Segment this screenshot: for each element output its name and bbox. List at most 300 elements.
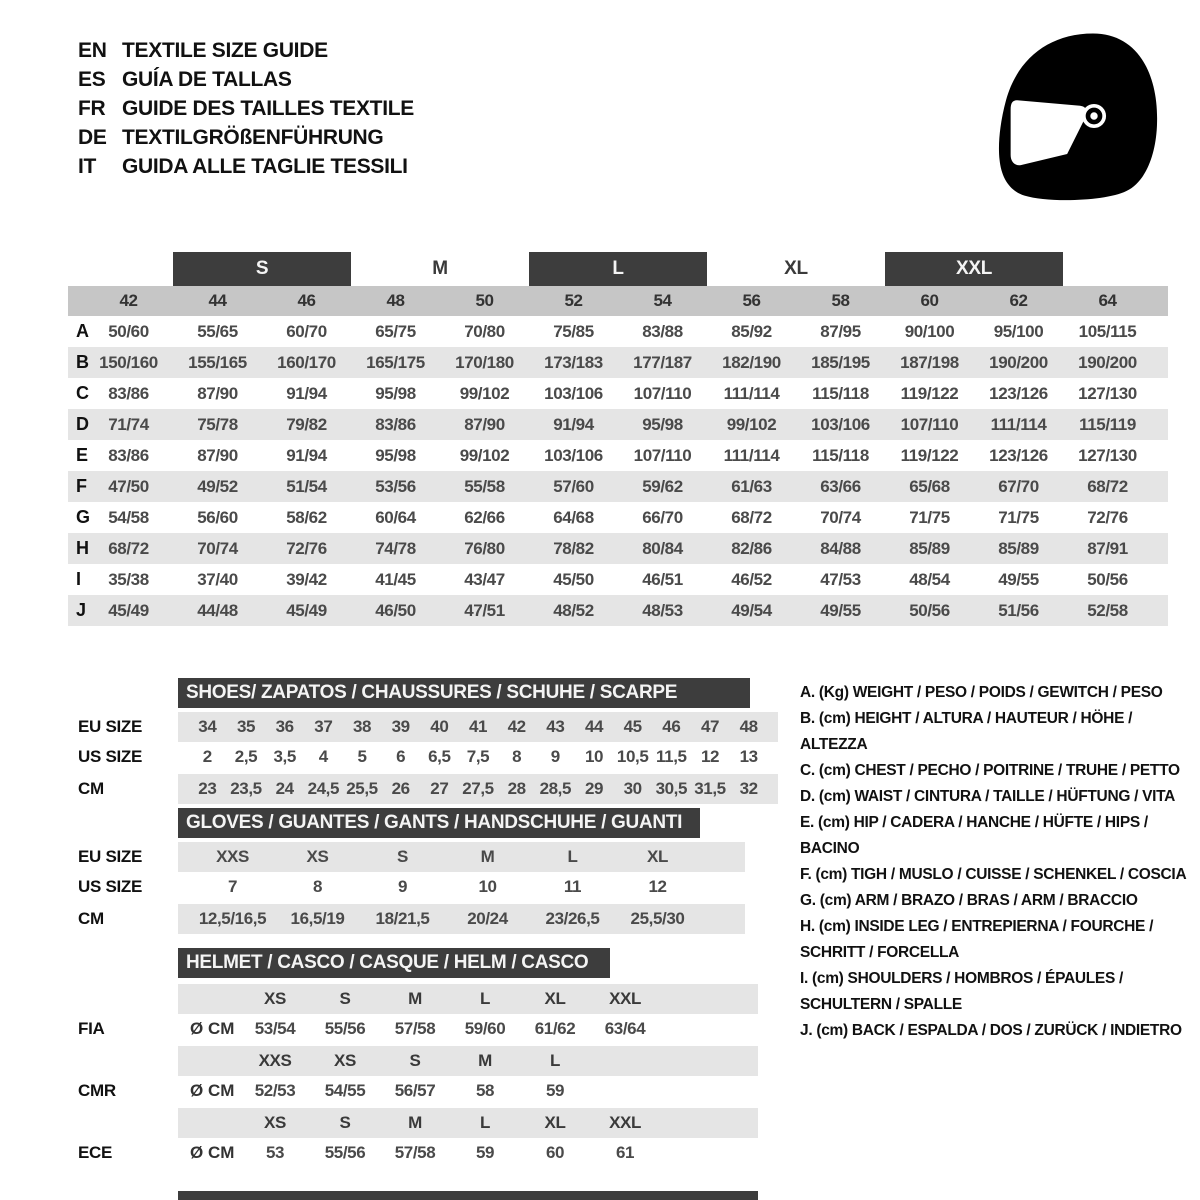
size-group-row bbox=[68, 252, 1168, 286]
cell: 87/90 bbox=[464, 414, 505, 434]
cmr-unit: Ø CM bbox=[190, 1081, 235, 1100]
lang-code: DE bbox=[78, 125, 107, 149]
row-label: A bbox=[76, 321, 89, 341]
cell: 127/130 bbox=[1078, 383, 1137, 403]
cell: 111/114 bbox=[723, 383, 780, 403]
legend-item: B. (cm) HEIGHT / ALTURA / HAUTEUR / HÖHE / ALTEZZA bbox=[800, 710, 1133, 753]
lang-code: IT bbox=[78, 154, 97, 178]
ece-unit: Ø CM bbox=[190, 1143, 235, 1162]
shoe-eu-size: 37 bbox=[314, 717, 333, 736]
lang-row-fr bbox=[78, 94, 414, 123]
helmet-fia-value: 61/62 bbox=[534, 1019, 576, 1038]
cell: 52/58 bbox=[1087, 600, 1128, 620]
cell: 70/74 bbox=[197, 538, 238, 558]
size-group-s: S bbox=[173, 252, 351, 286]
cell: 79/82 bbox=[286, 414, 327, 434]
cell: 65/75 bbox=[375, 321, 416, 341]
shoe-us-size: 7,5 bbox=[466, 747, 490, 766]
cell: 48/53 bbox=[642, 600, 683, 620]
cell: 43/47 bbox=[464, 569, 505, 589]
cell: 58/62 bbox=[286, 507, 327, 527]
glove-cm-size: 12,5/16,5 bbox=[198, 909, 267, 928]
helmet-size: XXL bbox=[609, 989, 641, 1008]
legend-item: D. (cm) WAIST / CINTURA / TAILLE / HÜFTUNG / VITA bbox=[800, 788, 1176, 805]
shoe-eu-size: 38 bbox=[352, 717, 372, 736]
cell: 49/52 bbox=[197, 476, 238, 496]
cell: 165/175 bbox=[366, 352, 425, 372]
legend-item: I. (cm) SHOULDERS / HOMBROS / ÉPAULES / SCHULTERN / SPALLE bbox=[800, 970, 1124, 1013]
legend-item: J. (cm) BACK / ESPALDA / DOS / ZURÜCK / INDIETRO bbox=[800, 1022, 1182, 1039]
cell: 85/89 bbox=[909, 538, 950, 558]
helmet-section bbox=[78, 948, 758, 1168]
helmet-cmr-value: 59 bbox=[545, 1081, 565, 1100]
cell: 46/52 bbox=[731, 569, 772, 589]
cell: 44/48 bbox=[197, 600, 238, 620]
helmet-ece-sizes-row bbox=[178, 1108, 758, 1138]
table-row bbox=[68, 595, 1168, 626]
lang-title: GUÍA DE TALLAS bbox=[122, 67, 292, 91]
cell: 127/130 bbox=[1078, 445, 1137, 465]
size-number: 44 bbox=[208, 291, 227, 310]
cell: 150/160 bbox=[99, 352, 158, 372]
language-title-list bbox=[78, 36, 414, 181]
cell: 119/122 bbox=[900, 445, 959, 465]
row-label: G bbox=[76, 507, 91, 527]
cell: 35/38 bbox=[108, 569, 149, 589]
shoes-us-row bbox=[78, 742, 778, 772]
cell: 51/54 bbox=[286, 476, 327, 496]
shoe-cm-size: 23 bbox=[198, 779, 217, 798]
cell: 70/74 bbox=[820, 507, 861, 527]
cell: 50/56 bbox=[909, 600, 950, 620]
cell: 76/80 bbox=[464, 538, 505, 558]
cell: 51/56 bbox=[998, 600, 1039, 620]
size-group-xl: XL bbox=[784, 258, 808, 279]
legend-item: G. (cm) ARM / BRAZO / BRAS / ARM / BRACCIO bbox=[800, 892, 1138, 909]
helmet-fia-value: 59/60 bbox=[464, 1019, 506, 1038]
helmet-ece-value: 61 bbox=[615, 1143, 635, 1162]
cell: 39/42 bbox=[286, 569, 327, 589]
cell: 111/114 bbox=[723, 445, 780, 465]
shoe-cm-size: 29 bbox=[584, 779, 604, 798]
cell: 63/66 bbox=[820, 476, 861, 496]
table-row bbox=[68, 440, 1168, 471]
glove-us-size: 10 bbox=[478, 877, 497, 896]
cell: 105/115 bbox=[1078, 321, 1137, 341]
gloves-eu-label: EU SIZE bbox=[78, 847, 143, 866]
table-row bbox=[68, 409, 1168, 440]
lang-code: FR bbox=[78, 96, 106, 120]
row-label: F bbox=[76, 476, 87, 496]
cell: 91/94 bbox=[286, 445, 327, 465]
shoe-eu-size: 41 bbox=[468, 717, 488, 736]
lang-title: GUIDE DES TAILLES TEXTILE bbox=[122, 96, 414, 120]
size-number: 56 bbox=[742, 291, 761, 310]
helmet-size: XS bbox=[264, 1113, 286, 1132]
helmet-fia-value: 53/54 bbox=[254, 1019, 296, 1038]
lang-title: TEXTILE SIZE GUIDE bbox=[122, 38, 328, 62]
cell: 78/82 bbox=[553, 538, 594, 558]
cell: 72/76 bbox=[1087, 507, 1128, 527]
size-number-band bbox=[68, 286, 1168, 316]
ece-label: ECE bbox=[78, 1143, 113, 1162]
shoe-cm-size: 31,5 bbox=[694, 779, 726, 798]
shoe-cm-size: 28 bbox=[507, 779, 526, 798]
cell: 71/75 bbox=[909, 507, 950, 527]
shoe-eu-size: 34 bbox=[198, 717, 217, 736]
shoe-eu-size: 36 bbox=[275, 717, 294, 736]
cell: 66/70 bbox=[642, 507, 683, 527]
cell: 68/72 bbox=[108, 538, 149, 558]
cell: 50/60 bbox=[108, 321, 149, 341]
cell: 68/72 bbox=[731, 507, 772, 527]
size-number: 62 bbox=[1009, 291, 1028, 310]
helmet-size: XXS bbox=[258, 1051, 292, 1070]
shoe-eu-size: 48 bbox=[739, 717, 758, 736]
shoes-section-header: SHOES/ ZAPATOS / CHAUSSURES / SCHUHE / SCARPE bbox=[178, 678, 750, 708]
size-group-m: M bbox=[432, 258, 448, 279]
cell: 99/102 bbox=[726, 414, 777, 434]
cell: 59/62 bbox=[642, 476, 683, 496]
cell: 71/75 bbox=[998, 507, 1039, 527]
gloves-cm-row bbox=[78, 904, 745, 934]
cell: 68/72 bbox=[1087, 476, 1128, 496]
cell: 65/68 bbox=[909, 476, 950, 496]
helmet-size: XS bbox=[334, 1051, 356, 1070]
cell: 46/50 bbox=[375, 600, 416, 620]
cell: 45/50 bbox=[553, 569, 594, 589]
cell: 107/110 bbox=[633, 383, 692, 403]
shoe-cm-size: 30,5 bbox=[655, 779, 688, 798]
size-number: 54 bbox=[653, 291, 672, 310]
shoe-us-size: 13 bbox=[739, 747, 758, 766]
cell: 83/88 bbox=[642, 321, 683, 341]
shoe-cm-size: 23,5 bbox=[230, 779, 262, 798]
legend-item: C. (cm) CHEST / PECHO / POITRINE / TRUHE / PETTO bbox=[800, 762, 1180, 779]
cell: 95/98 bbox=[375, 445, 416, 465]
shoe-us-size: 3,5 bbox=[273, 747, 296, 766]
table-row bbox=[68, 347, 1168, 378]
cell: 107/110 bbox=[900, 414, 959, 434]
cell: 115/118 bbox=[812, 383, 869, 403]
table-row bbox=[68, 316, 1168, 347]
cell: 50/56 bbox=[1087, 569, 1128, 589]
glove-eu-size: L bbox=[567, 847, 578, 866]
shoe-cm-size: 26 bbox=[391, 779, 410, 798]
helmet-cmr-value: 56/57 bbox=[394, 1081, 436, 1100]
helmet-cmr-value: 54/55 bbox=[324, 1081, 366, 1100]
helmet-cmr-value: 52/53 bbox=[254, 1081, 296, 1100]
cell: 47/51 bbox=[464, 600, 505, 620]
shoe-us-size: 9 bbox=[550, 747, 560, 766]
shoe-eu-size: 46 bbox=[662, 717, 681, 736]
cell: 190/200 bbox=[1078, 352, 1137, 372]
table-row bbox=[68, 533, 1168, 564]
cell: 84/88 bbox=[820, 538, 861, 558]
shoe-us-size: 6 bbox=[396, 747, 406, 766]
helmet-size: XL bbox=[544, 989, 566, 1008]
cell: 75/78 bbox=[197, 414, 238, 434]
helmet-cmr-sizes-row bbox=[178, 1046, 758, 1076]
cell: 85/89 bbox=[998, 538, 1039, 558]
cell: 83/86 bbox=[108, 445, 149, 465]
measurement-legend bbox=[800, 680, 1200, 1044]
shoes-cm-row bbox=[78, 774, 778, 804]
cell: 72/76 bbox=[286, 538, 327, 558]
cell: 95/98 bbox=[375, 383, 416, 403]
shoe-eu-size: 35 bbox=[236, 717, 256, 736]
size-group-xxl: XXL bbox=[885, 252, 1063, 286]
helmet-fia-value: 55/56 bbox=[324, 1019, 366, 1038]
cell: 74/78 bbox=[375, 538, 416, 558]
shoe-us-size: 5 bbox=[357, 747, 367, 766]
lang-title: TEXTILGRÖßENFÜHRUNG bbox=[122, 125, 384, 149]
shoe-us-size: 11,5 bbox=[656, 747, 687, 766]
cell: 57/60 bbox=[553, 476, 594, 496]
cell: 95/98 bbox=[642, 414, 683, 434]
cell: 173/183 bbox=[544, 352, 603, 372]
cell: 53/56 bbox=[375, 476, 416, 496]
cell: 119/122 bbox=[900, 383, 959, 403]
glove-cm-size: 18/21,5 bbox=[375, 909, 430, 928]
gloves-section bbox=[78, 808, 745, 934]
helmet-ece-values-row bbox=[78, 1138, 758, 1168]
glove-cm-size: 20/24 bbox=[467, 909, 508, 928]
helmet-section-header: HELMET / CASCO / CASQUE / HELM / CASCO bbox=[178, 948, 610, 978]
legend-item: H. (cm) INSIDE LEG / ENTREPIERNA / FOURCHE / SCHRITT / FORCELLA bbox=[800, 918, 1154, 961]
cell: 91/94 bbox=[286, 383, 327, 403]
gloves-cm-label: CM bbox=[78, 909, 104, 928]
cell: 45/49 bbox=[286, 600, 327, 620]
helmet-fia-values-row bbox=[78, 1014, 758, 1044]
glove-eu-size: XS bbox=[306, 847, 329, 866]
fia-unit: Ø CM bbox=[190, 1019, 235, 1038]
glove-us-size: 12 bbox=[648, 877, 667, 896]
table-row bbox=[68, 564, 1168, 595]
cell: 190/200 bbox=[989, 352, 1048, 372]
size-number: 42 bbox=[119, 291, 138, 310]
shoes-section bbox=[78, 678, 778, 804]
table-row bbox=[68, 502, 1168, 533]
cell: 49/55 bbox=[998, 569, 1039, 589]
helmet-cmr-value: 58 bbox=[475, 1081, 495, 1100]
shoe-eu-size: 45 bbox=[623, 717, 642, 736]
cell: 103/106 bbox=[811, 414, 870, 434]
helmet-size: S bbox=[339, 1113, 351, 1132]
glove-cm-size: 23/26,5 bbox=[545, 909, 600, 928]
cell: 99/102 bbox=[459, 445, 510, 465]
cell: 64/68 bbox=[553, 507, 594, 527]
size-number: 60 bbox=[920, 291, 939, 310]
shoes-eu-label: EU SIZE bbox=[78, 717, 143, 736]
helmet-ece-value: 59 bbox=[475, 1143, 495, 1162]
shoe-cm-size: 27,5 bbox=[462, 779, 494, 798]
helmet-ece-value: 55/56 bbox=[324, 1143, 366, 1162]
main-size-table bbox=[68, 252, 1168, 626]
cell: 48/52 bbox=[553, 600, 594, 620]
legend-item: A. (Kg) WEIGHT / PESO / POIDS / GEWITCH / PESO bbox=[800, 684, 1163, 701]
cell: 90/100 bbox=[904, 321, 955, 341]
legend-item: F. (cm) TIGH / MUSLO / CUISSE / SCHENKEL / COSCIA bbox=[800, 866, 1187, 883]
helmet-size: XL bbox=[544, 1113, 566, 1132]
cell: 87/91 bbox=[1087, 538, 1128, 558]
cell: 85/92 bbox=[731, 321, 772, 341]
shoe-eu-size: 39 bbox=[391, 717, 410, 736]
table-row bbox=[68, 378, 1168, 409]
size-number: 64 bbox=[1098, 291, 1117, 310]
glove-eu-size: S bbox=[397, 847, 408, 866]
helmet-size: L bbox=[550, 1051, 560, 1070]
glove-cm-size: 25,5/30 bbox=[630, 909, 685, 928]
cell: 123/126 bbox=[989, 445, 1048, 465]
shoe-eu-size: 40 bbox=[430, 717, 449, 736]
cell: 62/66 bbox=[464, 507, 505, 527]
helmet-size: S bbox=[339, 989, 351, 1008]
cmr-label: CMR bbox=[78, 1081, 116, 1100]
cell: 177/187 bbox=[633, 352, 692, 372]
cell: 47/53 bbox=[820, 569, 861, 589]
cell: 60/64 bbox=[375, 507, 416, 527]
cell: 155/165 bbox=[188, 352, 247, 372]
row-label: J bbox=[76, 600, 87, 620]
cell: 82/86 bbox=[731, 538, 772, 558]
glove-us-size: 9 bbox=[397, 877, 408, 896]
helmet-size: M bbox=[408, 989, 422, 1008]
size-number: 52 bbox=[564, 291, 583, 310]
glove-eu-size: XL bbox=[647, 847, 668, 866]
cell: 111/114 bbox=[990, 414, 1047, 434]
cell: 99/102 bbox=[459, 383, 510, 403]
cell: 61/63 bbox=[731, 476, 772, 496]
helmet-fia-sizes-row bbox=[178, 984, 758, 1014]
shoe-cm-size: 28,5 bbox=[539, 779, 572, 798]
glove-us-size: 11 bbox=[563, 877, 582, 896]
shoe-eu-size: 44 bbox=[584, 717, 604, 736]
row-label: C bbox=[76, 383, 89, 403]
cell: 47/50 bbox=[108, 476, 149, 496]
glove-cm-size: 16,5/19 bbox=[290, 909, 345, 928]
row-label: E bbox=[76, 445, 89, 465]
shoe-eu-size: 43 bbox=[546, 717, 565, 736]
row-label: B bbox=[76, 352, 89, 372]
row-label: D bbox=[76, 414, 89, 434]
shoe-cm-size: 24 bbox=[275, 779, 294, 798]
helmet-size: XXL bbox=[609, 1113, 641, 1132]
cell: 103/106 bbox=[544, 383, 603, 403]
cell: 49/55 bbox=[820, 600, 861, 620]
glove-us-size: 7 bbox=[227, 877, 238, 896]
helmet-size: L bbox=[480, 989, 490, 1008]
shoe-us-size: 10 bbox=[584, 747, 604, 766]
cell: 83/86 bbox=[375, 414, 416, 434]
cell: 48/54 bbox=[909, 569, 950, 589]
cell: 160/170 bbox=[277, 352, 336, 372]
shoes-us-label: US SIZE bbox=[78, 747, 143, 766]
cell: 80/84 bbox=[642, 538, 683, 558]
gloves-us-row bbox=[78, 872, 745, 902]
gloves-section-header: GLOVES / GUANTES / GANTS / HANDSCHUHE / GUANTI bbox=[178, 808, 700, 838]
cell: 187/198 bbox=[900, 352, 959, 372]
cell: 115/119 bbox=[1079, 414, 1136, 434]
size-number: 50 bbox=[475, 291, 494, 310]
shoes-cm-label: CM bbox=[78, 779, 104, 798]
cell: 54/58 bbox=[108, 507, 149, 527]
helmet-cmr-values-row bbox=[78, 1076, 758, 1106]
lang-code: ES bbox=[78, 67, 106, 91]
table-row bbox=[68, 471, 1168, 502]
cell: 182/190 bbox=[722, 352, 781, 372]
shoes-eu-row bbox=[78, 712, 778, 742]
shoe-cm-size: 25,5 bbox=[346, 779, 378, 798]
shoe-us-size: 2 bbox=[202, 747, 212, 766]
glove-eu-size: XXS bbox=[216, 847, 249, 866]
helmet-icon bbox=[975, 28, 1163, 209]
helmet-size: M bbox=[408, 1113, 422, 1132]
shoe-us-size: 8 bbox=[512, 747, 522, 766]
helmet-ece-value: 53 bbox=[265, 1143, 285, 1162]
cell: 67/70 bbox=[998, 476, 1039, 496]
cell: 37/40 bbox=[197, 569, 238, 589]
gloves-eu-row bbox=[78, 842, 745, 872]
helmet-fia-value: 57/58 bbox=[394, 1019, 436, 1038]
helmet-ece-value: 57/58 bbox=[394, 1143, 436, 1162]
cell: 185/195 bbox=[811, 352, 870, 372]
lang-code: EN bbox=[78, 38, 107, 62]
cell: 60/70 bbox=[286, 321, 327, 341]
shoe-cm-size: 30 bbox=[623, 779, 642, 798]
gloves-us-label: US SIZE bbox=[78, 877, 143, 896]
cell: 123/126 bbox=[989, 383, 1048, 403]
cell: 87/90 bbox=[197, 445, 238, 465]
cell: 56/60 bbox=[197, 507, 238, 527]
lang-row-de bbox=[78, 123, 414, 152]
lang-row-es bbox=[78, 65, 414, 94]
cell: 55/58 bbox=[464, 476, 505, 496]
fia-label: FIA bbox=[78, 1019, 105, 1038]
legend-item: E. (cm) HIP / CADERA / HANCHE / HÜFTE / HIPS / BACINO bbox=[800, 814, 1148, 857]
shoe-cm-size: 24,5 bbox=[307, 779, 340, 798]
lang-row-en bbox=[78, 36, 414, 65]
cell: 95/100 bbox=[993, 321, 1044, 341]
helmet-ece-value: 60 bbox=[545, 1143, 565, 1162]
lang-row-it bbox=[78, 152, 414, 181]
row-label: I bbox=[76, 569, 82, 589]
shoe-cm-size: 27 bbox=[430, 779, 449, 798]
row-label: H bbox=[76, 538, 89, 558]
cell: 49/54 bbox=[731, 600, 772, 620]
cell: 75/85 bbox=[553, 321, 594, 341]
shoe-us-size: 6,5 bbox=[428, 747, 451, 766]
cell: 41/45 bbox=[375, 569, 416, 589]
shoe-eu-size: 42 bbox=[507, 717, 526, 736]
cell: 87/95 bbox=[820, 321, 861, 341]
glove-us-size: 8 bbox=[312, 877, 323, 896]
cell: 55/65 bbox=[197, 321, 238, 341]
cell: 87/90 bbox=[197, 383, 238, 403]
lang-title: GUIDA ALLE TAGLIE TESSILI bbox=[122, 154, 408, 178]
shoe-us-size: 10,5 bbox=[616, 747, 649, 766]
shoe-us-size: 12 bbox=[700, 747, 720, 766]
shoe-cm-size: 32 bbox=[739, 779, 758, 798]
helmet-size: S bbox=[409, 1051, 421, 1070]
size-number: 46 bbox=[297, 291, 316, 310]
cell: 70/80 bbox=[464, 321, 505, 341]
cell: 71/74 bbox=[108, 414, 149, 434]
helmet-fia-value: 63/64 bbox=[604, 1019, 646, 1038]
cell: 170/180 bbox=[455, 352, 514, 372]
partial-section-bar bbox=[178, 1191, 758, 1200]
cell: 107/110 bbox=[633, 445, 692, 465]
